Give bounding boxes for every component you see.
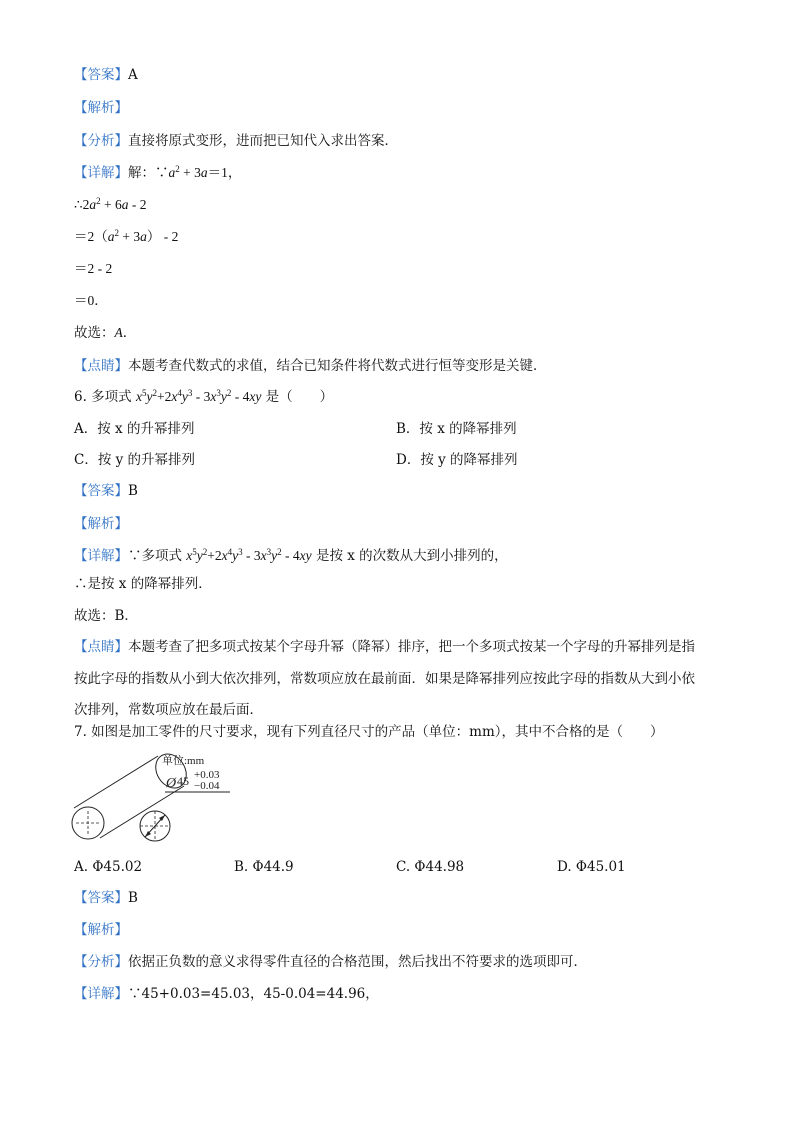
diameter-symbol: Ø [166,776,177,791]
step2-tail: - 2 [128,197,147,212]
q7-answer-line [74,888,138,908]
q6-choose: 故选：B． [74,608,138,624]
detail-tag: 【详解】 [74,548,128,564]
q7-option-d[interactable]: D. Φ45.01 [557,859,626,875]
comment-tag: 【点睛】 [74,639,128,655]
q5-step-3 [74,227,178,247]
var-a: a [200,165,208,180]
step3-tail: ） - 2 [146,229,179,244]
q5-step-4: ＝2 - 2 [74,261,113,276]
analysis-tag: 【解析】 [74,100,128,116]
q6-option-c[interactable]: C．按 y 的升幂排列 [74,452,196,468]
part-figure [68,750,248,850]
analysis-tag: 【解析】 [74,516,128,532]
q6-detail-polynomial: $x^5y^2+2x^4y^3 - 3x^3y^2 - 4xy$ [186,547,312,563]
q7-option-c[interactable]: C. Φ44.98 [396,859,465,875]
step2-prefix: ∴2 [74,197,90,212]
q6-comment-line [74,637,695,657]
var-a: a [107,229,115,244]
q6-comment-2: 按此字母的指数从小到大依次排列，常数项应放在最前面．如果是降幂排列应按此字母的指数从大到小依 [74,671,695,687]
unit-label: 单位:mm [162,755,205,767]
q6-option-d[interactable]: D．按 y 的降幂排列 [396,452,518,468]
reasoning-tag: 【分析】 [74,133,128,149]
exp-2: 2 [114,228,119,238]
q5-step-5: ＝0． [74,293,108,308]
step2-mid: + 6 [100,197,122,212]
cylinder-diagram [68,750,248,850]
q6-polynomial: $x^5y^2+2x^4y^3 - 3x^3y^2 - 4xy$ [135,388,262,404]
q7-option-b[interactable]: B. Φ44.9 [234,859,294,875]
var-a: a [168,165,176,180]
detail-tag: 【详解】 [74,165,128,180]
q6-answer-line [74,481,138,501]
q7-analysis-line [74,920,128,940]
analysis-tag: 【解析】 [74,922,128,938]
answer-tag: 【答案】 [74,890,128,906]
q6-option-b[interactable]: B．按 x 的降幂排列 [396,421,517,437]
q6-detail-suffix: 是按 x 的次数从大到小排列的， [311,548,508,564]
var-a: a [121,197,129,212]
q6-comment-1: 本题考查了把多项式按某个字母升幂（降幂）排序，把一个多项式按某一个字母的升幂排列是指 [128,639,695,655]
lower-tolerance: −0.04 [194,780,220,792]
q5-answer-line [74,65,138,85]
q6-analysis-line [74,514,128,534]
answer-tag: 【答案】 [74,67,128,83]
exp-2: 2 [96,196,101,206]
var-a: a [140,229,147,244]
q5-reasoning-line [74,131,398,151]
choose-prefix: 故选： [74,325,115,341]
plus-3: + 3 [119,229,141,244]
q7-reasoning: 依据正负数的意义求得零件直径的合格范围，然后找出不符要求的选项即可． [128,954,587,970]
q6-suffix: 是（ ） [261,389,334,405]
q6-number: 6. 多项式 [74,389,136,405]
q7-question: 7. 如图是加工零件的尺寸要求，现有下列直径尺寸的产品（单位：mm），其中不合格的是（ ） [74,724,664,740]
q6-detail-prefix: ∵多项式 [128,548,187,564]
q7-detail-line [74,984,379,1004]
q5-step-2 [74,195,146,215]
q5-answer: A [128,67,138,83]
q6-answer: B [128,483,138,499]
q6-question [74,387,333,407]
step3-prefix: ＝2（ [74,229,108,244]
q7-answer: B [128,890,138,906]
exp-2: 2 [175,164,180,174]
eq-1: ＝1， [207,165,242,180]
var-a: a [89,197,97,212]
choose-suffix: ． [122,325,137,341]
detail-tag: 【详解】 [74,986,128,1002]
q7-detail: ∵45+0.03=45.03，45-0.04=44.96， [128,986,379,1002]
q5-analysis-line [74,98,128,118]
q5-detail-line [74,163,241,183]
nominal-size: 45 [177,774,189,788]
q6-option-a[interactable]: A．按 x 的升幂排列 [74,421,195,437]
q6-detail-line [74,546,508,566]
choose-letter: A [114,325,123,340]
q5-comment: 本题考查代数式的求值，结合已知条件将代数式进行恒等变形是关键． [128,358,547,374]
q5-detail-prefix: 解：∵ [128,165,169,180]
q5-choose-line [74,323,136,343]
q6-therefore: ∴是按 x 的降幂排列． [74,576,212,592]
comment-tag: 【点睛】 [74,358,128,374]
plus-3: + 3 [179,165,201,180]
answer-tag: 【答案】 [74,483,128,499]
q7-reasoning-line [74,952,587,972]
reasoning-tag: 【分析】 [74,954,128,970]
upper-tolerance: +0.03 [194,769,220,781]
q6-comment-3: 次排列，常数项应放在最后面． [74,702,263,718]
q7-option-a[interactable]: A. Φ45.02 [74,859,143,875]
q5-comment-line [74,356,547,376]
q5-reasoning: 直接将原式变形，进而把已知代入求出答案． [128,133,398,149]
